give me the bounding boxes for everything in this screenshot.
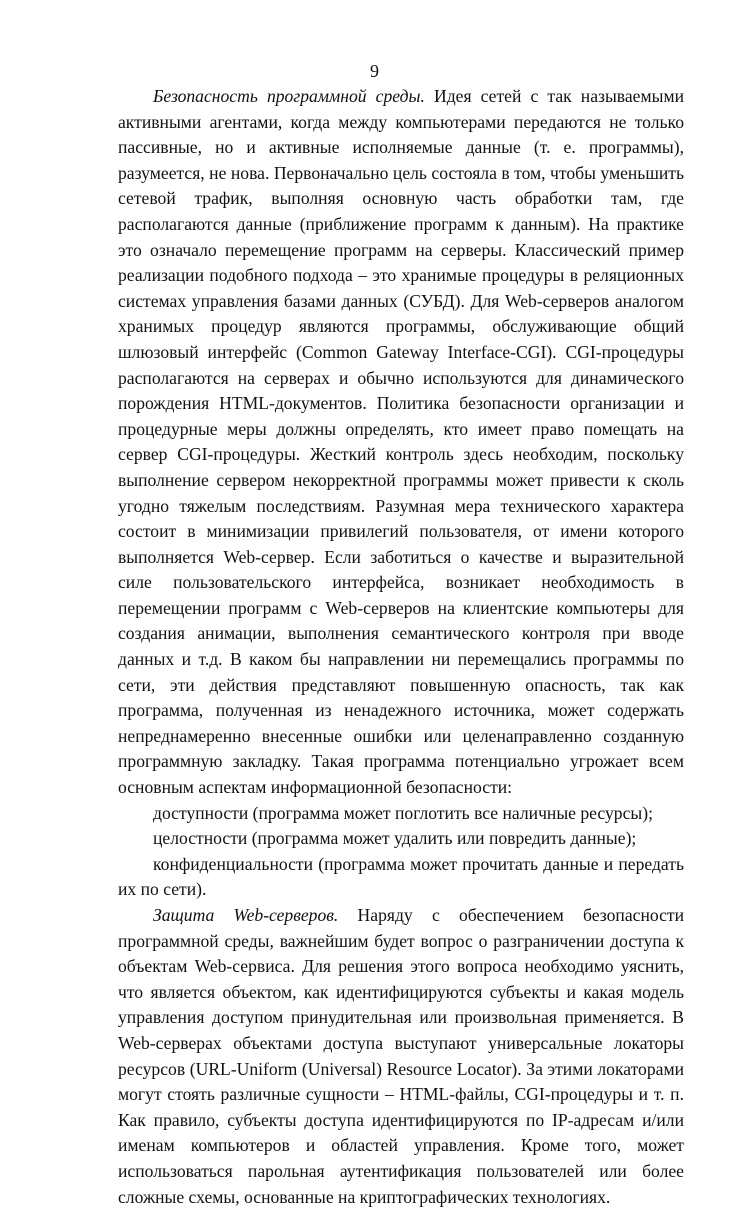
page-number: 9	[370, 61, 379, 81]
section-heading-web-servers: Защита Web-серверов.	[153, 905, 339, 925]
paragraph-web-servers	[118, 903, 684, 1210]
list-item-integrity: целостности (программа может удалить или повредить данные);	[153, 828, 637, 849]
page-body	[118, 84, 684, 1210]
paragraph-software-environment	[118, 84, 684, 801]
paragraph-text: Идея сетей с так называемыми активными агентами, когда между компьютерами передаются не только пассивные, но и активные исполняемые данные (т. е. программы), разумеется, не нова. Первоначально цель состояла в том, чтобы уменьшить сетевой трафик, выполняя основную часть обработки там, где располагаются данные (приближение программ к данным). На практике это означало перемещение программ на серверы. Классический пример реализации подобного подхода – это хранимые процедуры в реляционных системах управления базами данных (СУБД). Для Web-серверов аналогом хранимых процедур являются программы, обслуживающие общий шлюзовый интерфейс (Common Gateway Interface-CGI). CGI-процедуры располагаются на серверах и обычно используются для динамического порождения HTML-документов. Политика безопасности организации и процедурные меры должны определять, кто имеет право помещать на сервер CGI-процедуры. Жесткий контроль здесь необходим, поскольку выполнение сервером некорректной программы может привести к сколь угодно тяжелым последствиям. Разумная мера технического характера состоит в минимизации привилегий пользователя, от имени которого выполняется Web-сервер. Если заботиться о качестве и выразительной силе пользовательского интерфейса, возникает необходимость в перемещении программ с Web-серверов на клиентские компьютеры для создания анимации, выполнения семантического контроля при вводе данных и т.д. В каком бы направлении ни перемещались программы по сети, эти действия представляют повышенную опасность, так как программа, полученная из ненадежного источника, может содержать непреднамеренно внесенные ошибки или целенаправленно созданную программную закладку. Такая программа потенциально угрожает всем основным аспектам информационной безопасности:	[118, 86, 684, 798]
section-heading-software-environment: Безопасность программной среды.	[153, 86, 425, 106]
list-item-confidentiality: конфиденциальности (программа может прочитать данные и передать их по сети).	[118, 853, 684, 900]
list-item-availability: доступности (программа может поглотить все наличные ресурсы);	[153, 802, 653, 823]
paragraph-text: Наряду с обеспечением безопасности программной среды, важнейшим будет вопрос о разграничении доступа к объектам Web-сервиса. Для решения этого вопроса необходимо уяснить, что является объектом, как идентифицируются субъекты и какая модель управления доступом принудительная или произвольная применяется. В Web-серверах объектами доступа выступают универсальные локаторы ресурсов (URL-Uniform (Universal) Resource Locator). За этими локаторами могут стоять различные сущности – HTML-файлы, CGI-процедуры и т. п. Как правило, субъекты доступа идентифицируются по IP-адресам и/или именам компьютеров и областей управления. Кроме того, может использоваться парольная аутентификация пользователей или более сложные схемы, основанные на криптографических технологиях.	[118, 905, 685, 1207]
